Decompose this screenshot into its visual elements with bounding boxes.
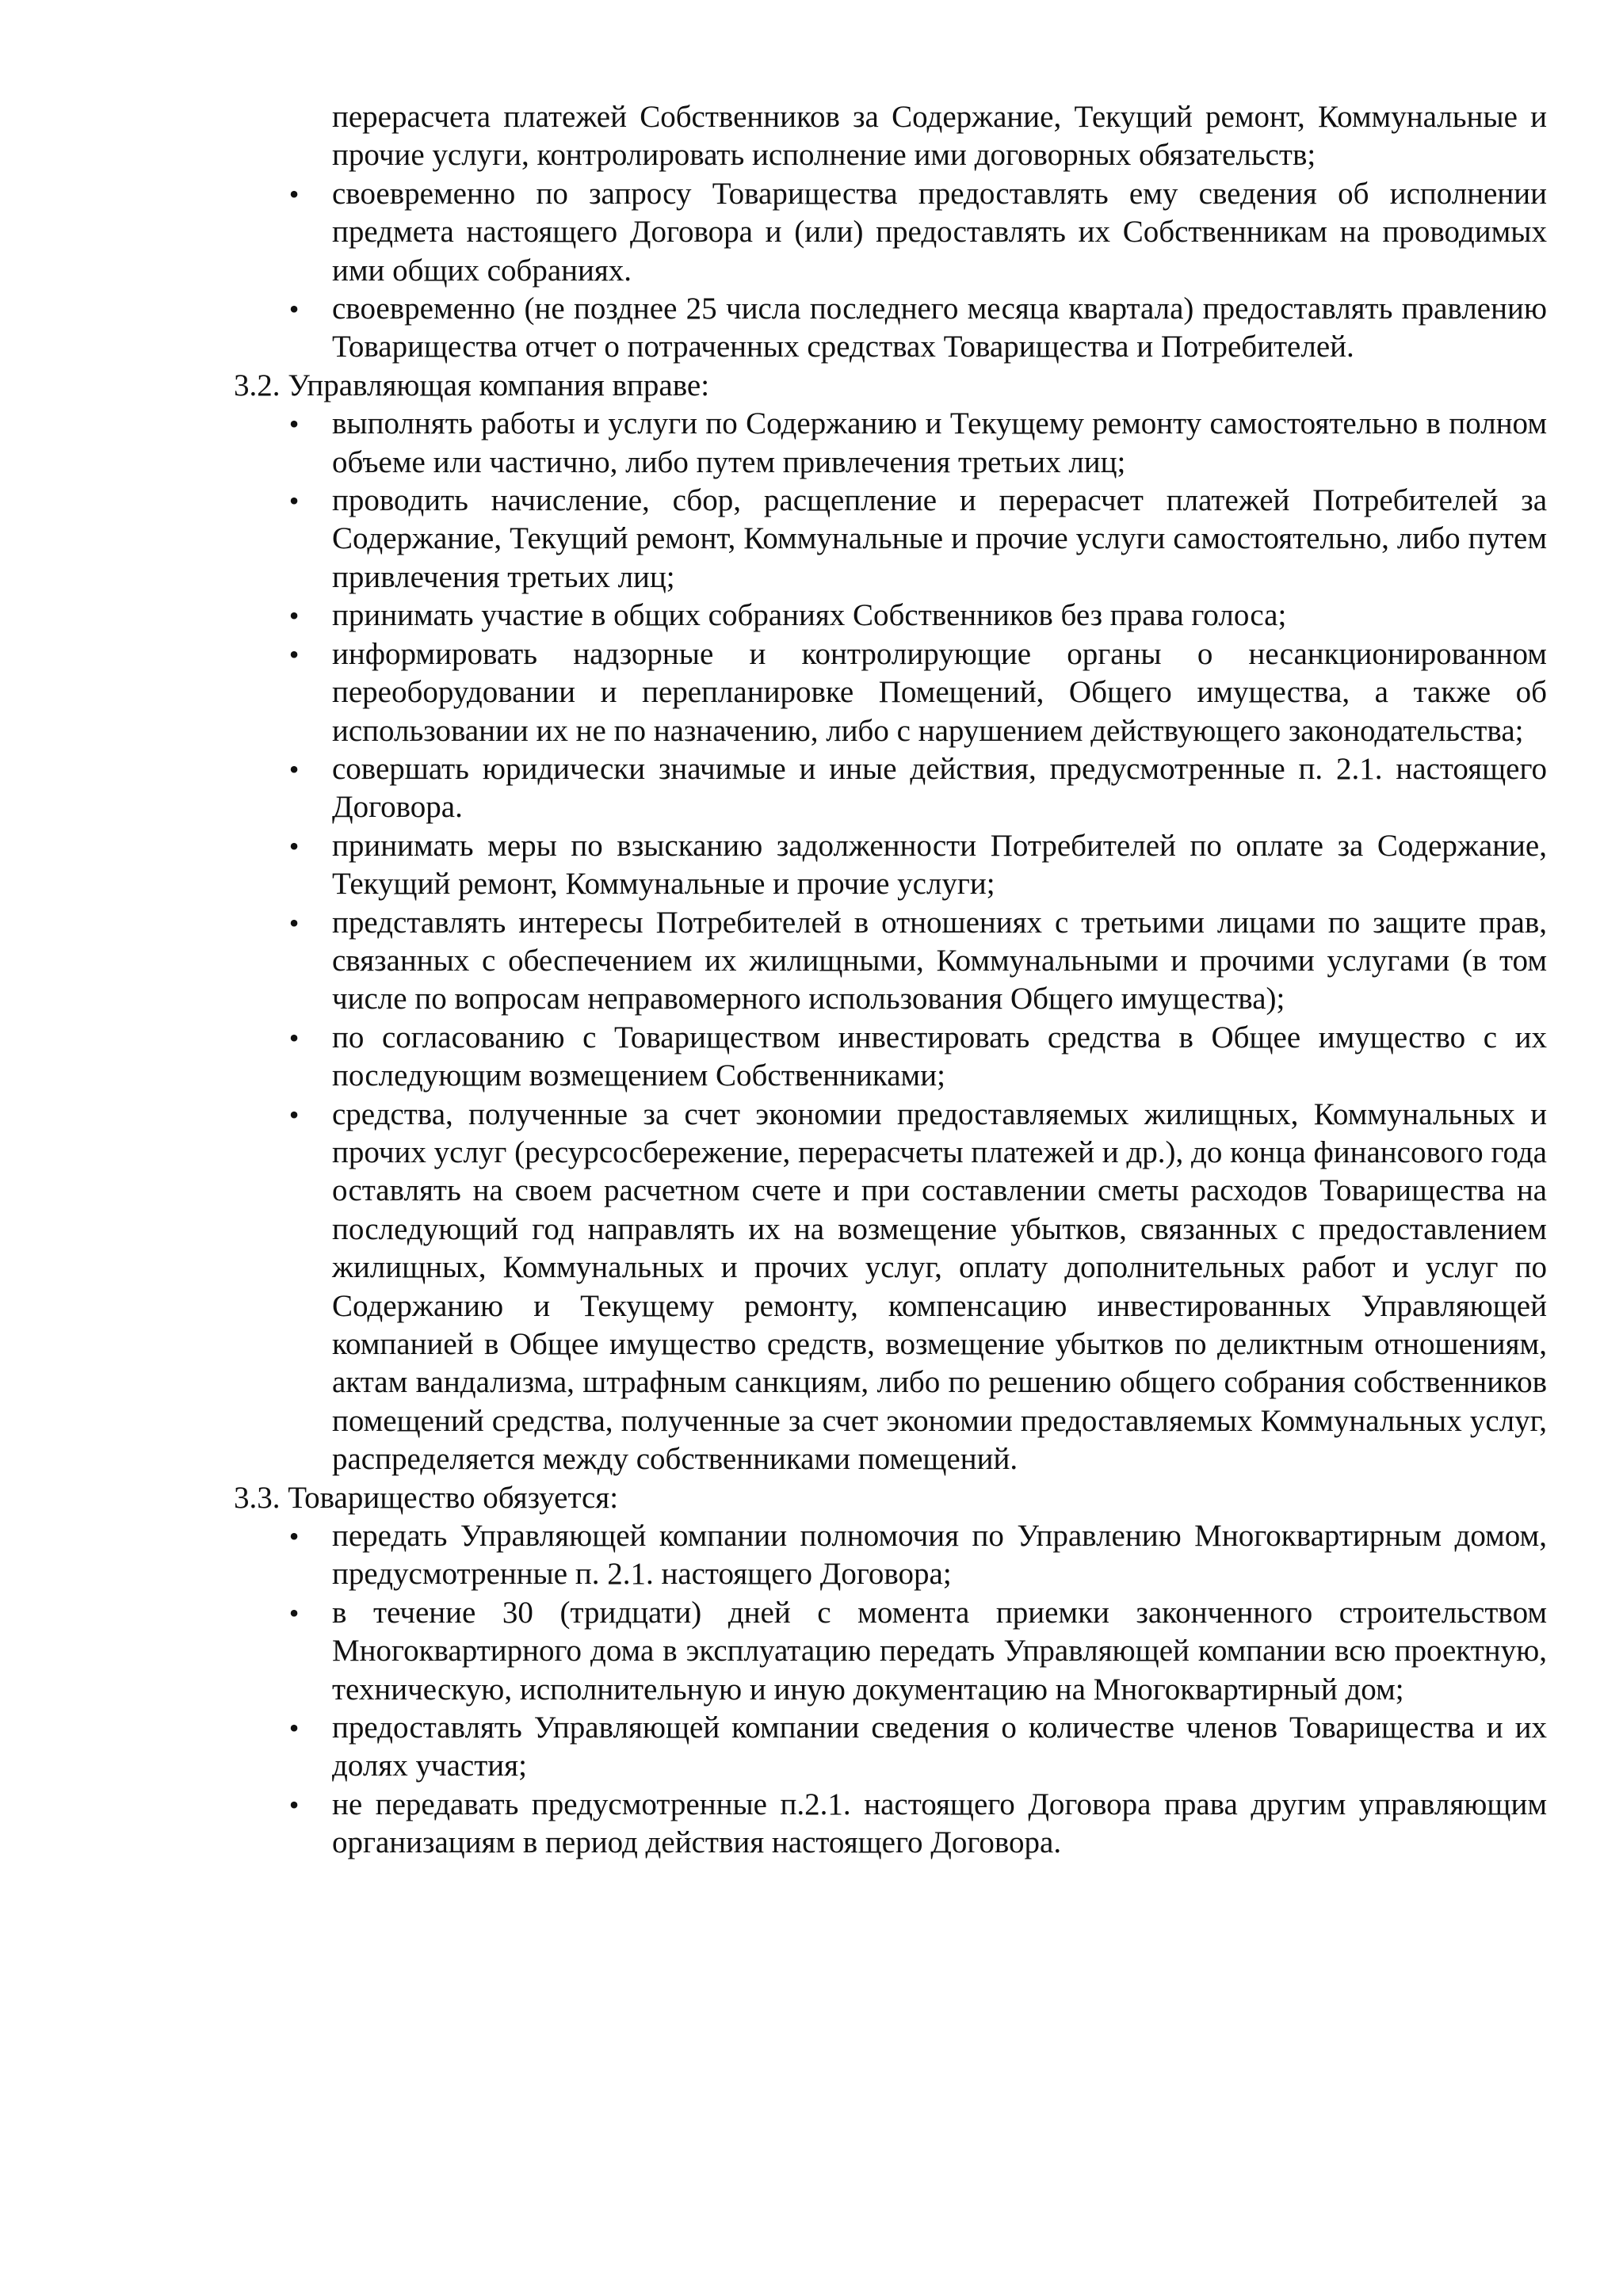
list-item — [234, 827, 1547, 904]
bullet-icon: • — [288, 1788, 300, 1821]
list-item-text: предоставлять Управляющей компании сведения о количестве членов Товарищества и их долях участия; — [332, 1711, 1547, 1783]
bullet-icon: • — [288, 1098, 300, 1131]
bullet-icon: • — [288, 177, 300, 210]
list-item-text: совершать юридически значимые и иные действия, предусмотренные п. 2.1. настоящего Договора. — [332, 751, 1547, 825]
bullet-icon: • — [288, 830, 300, 862]
bullet-icon: • — [288, 638, 300, 670]
list-item — [234, 1709, 1547, 1786]
list-item-text: принимать участие в общих собраниях Собственников без права голоса; — [332, 598, 1287, 633]
list-item-text: своевременно (не позднее 25 числа последнего месяца квартала) предоставлять правлению Товарищества отчет о потраченных средствах Товарищества и Потребителей. — [332, 292, 1547, 364]
list-item-text: выполнять работы и услуги по Содержанию и Текущему ремонту самостоятельно в полном объеме или частично, либо путем привлечения третьих лиц; — [332, 406, 1547, 479]
bullet-icon: • — [288, 906, 300, 939]
list-item-text: передать Управляющей компании полномочия по Управлению Многоквартирным домом, предусмотренные п. 2.1. настоящего Договора; — [332, 1519, 1547, 1592]
bullet-icon: • — [288, 408, 300, 441]
list-item — [234, 1019, 1547, 1096]
bullet-icon: • — [288, 1520, 300, 1553]
list-item — [234, 175, 1547, 290]
list-item-text: своевременно по запросу Товарищества предоставлять ему сведения об исполнении предмета настоящего Договора и (или) предоставлять их Собственникам на проводимых ими общих собраниях. — [332, 176, 1547, 288]
list-item — [234, 290, 1547, 367]
bullet-icon: • — [288, 293, 300, 326]
list-item — [234, 1786, 1547, 1863]
list-item — [234, 482, 1547, 597]
section-3-3-bullet-list — [234, 1517, 1547, 1863]
list-item — [234, 635, 1547, 750]
list-item-text: принимать меры по взысканию задолженности Потребителей по оплате за Содержание, Текущий ремонт, Коммунальные и прочие услуги; — [332, 828, 1547, 902]
bullet-icon: • — [288, 753, 300, 785]
bullet-icon: • — [288, 1596, 300, 1629]
bullet-icon: • — [288, 1021, 300, 1054]
list-item-text: информировать надзорные и контролирующие органы о несанкционированном переоборудовании и перепланировке Помещений, Общего имущества, а также об использовании их не по назначению, либо с нарушением действующего законодательства; — [332, 636, 1547, 748]
list-item — [234, 750, 1547, 827]
list-item — [234, 405, 1547, 482]
intro-bullet-list — [234, 175, 1547, 367]
list-item-text: в течение 30 (тридцати) дней с момента приемки законченного строительством Многоквартирного дома в эксплуатацию передать Управляющей компании всю проектную, техническую, исполнительную и иную документацию на Многоквартирный дом; — [332, 1595, 1547, 1707]
bullet-icon: • — [288, 485, 300, 517]
list-item — [234, 1594, 1547, 1709]
list-item-text: средства, полученные за счет экономии предоставляемых жилищных, Коммунальных и прочих услуг (ресурсосбережение, перерасчеты платежей и др.), до конца финансового года оставлять на своем расчетном счете и при составлении сметы расходов Товарищества на последующий год направлять их на возмещение убытков, связанных с предоставлением жилищных, Коммунальных и прочих услуг, оплату дополнительных работ и услуг по Содержанию и Текущему ремонту, компенсацию инвестированных Управляющей компанией в Общее имущество средств, возмещение убытков по деликтным отношениям, актам вандализма, штрафным санкциям, либо по решению общего собрания собственников помещений средства, полученные за счет экономии предоставляемых Коммунальных услуг, распределяется между собственниками помещений. — [332, 1097, 1547, 1477]
section-3-2-bullet-list — [234, 405, 1547, 1478]
intro-paragraph: перерасчета платежей Собственников за Содержание, Текущий ремонт, Коммунальные и прочие услуги, контролировать исполнение ими договорных обязательств; — [332, 100, 1547, 173]
list-item — [234, 1517, 1547, 1594]
list-item-text: представлять интересы Потребителей в отношениях с третьими лицами по защите прав, связанных с обеспечением их жилищными, Коммунальными и прочими услугами (в том числе по вопросам неправомерного использования Общего имущества); — [332, 905, 1547, 1016]
section-heading-3-2: 3.2. Управляющая компания вправе: — [234, 368, 710, 402]
list-item — [234, 597, 1547, 635]
bullet-icon: • — [288, 1712, 300, 1745]
section-heading-3-3: 3.3. Товарищество обязуется: — [234, 1480, 619, 1515]
list-item — [234, 904, 1547, 1019]
list-item-text: не передавать предусмотренные п.2.1. настоящего Договора права другим управляющим организациям в период действия настоящего Договора. — [332, 1787, 1547, 1860]
list-item-text: проводить начисление, сбор, расщепление и перерасчет платежей Потребителей за Содержание, Текущий ремонт, Коммунальные и прочие услуги самостоятельно, либо путем привлечения третьих лиц; — [332, 483, 1547, 594]
list-item — [234, 1096, 1547, 1479]
list-item-text: по согласованию с Товариществом инвестировать средства в Общее имущество с их последующим возмещением Собственниками; — [332, 1020, 1547, 1093]
bullet-icon: • — [288, 600, 300, 632]
